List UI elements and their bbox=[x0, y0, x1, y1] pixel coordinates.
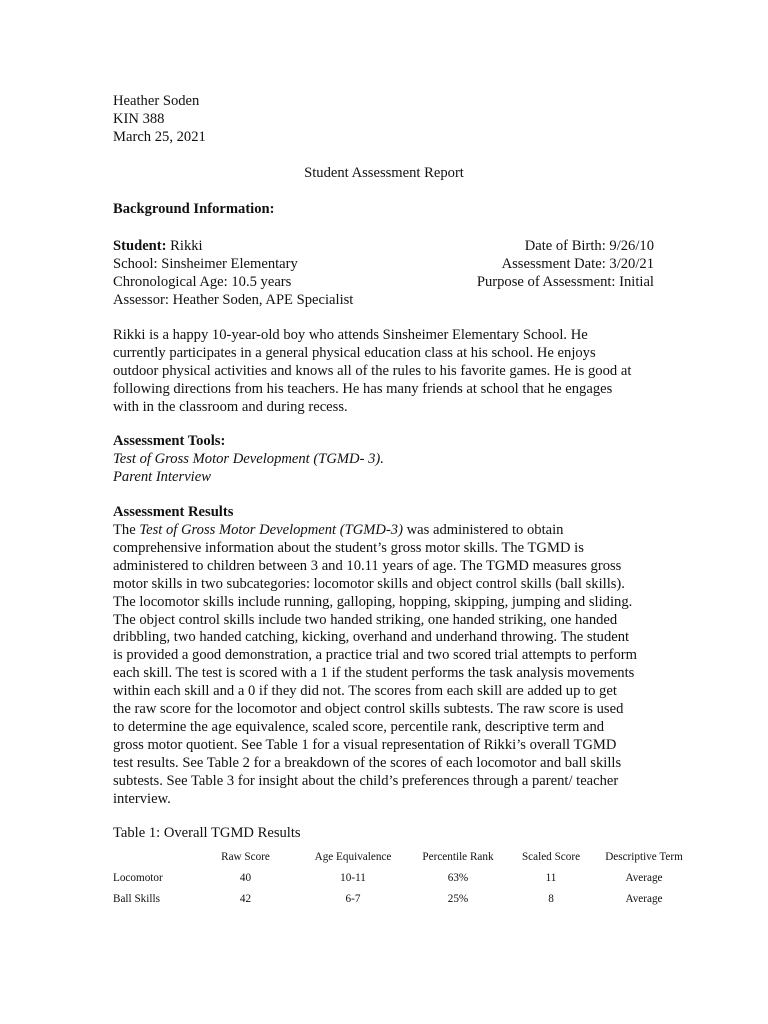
results-table bbox=[107, 846, 694, 909]
author-name: Heather Soden bbox=[113, 93, 200, 109]
paragraph-line: comprehensive information about the student’s gross motor skills. The TGMD is bbox=[113, 539, 584, 556]
background-heading: Background Information: bbox=[113, 201, 275, 217]
table-cell: 42 bbox=[239, 892, 252, 905]
table-cell: 25% bbox=[447, 892, 469, 905]
table-header-row bbox=[107, 846, 694, 867]
column-header: Raw Score bbox=[221, 850, 270, 863]
table-cell: 10-11 bbox=[340, 871, 366, 884]
paragraph-line: currently participates in a general physical education class at his school. He enjoys bbox=[113, 344, 596, 361]
table-cell: 40 bbox=[239, 871, 252, 884]
age-row bbox=[113, 273, 654, 291]
date-of-birth: Date of Birth: 9/26/10 bbox=[524, 238, 654, 254]
tools-heading: Assessment Tools: bbox=[113, 433, 226, 449]
assessment-purpose: Purpose of Assessment: Initial bbox=[476, 274, 654, 290]
table-cell: 11 bbox=[545, 871, 557, 884]
column-header: Age Equivalence bbox=[314, 850, 392, 863]
paragraph-line: The object control skills include two handed striking, one handed striking, one handed bbox=[113, 611, 618, 628]
tools-item: Test of Gross Motor Development (TGMD- 3). bbox=[113, 451, 384, 467]
test-name: Test of Gross Motor Development (TGMD-3) bbox=[139, 522, 403, 538]
student-field bbox=[113, 237, 203, 255]
student-name: Rikki bbox=[166, 238, 203, 254]
table-caption: Table 1: Overall TGMD Results bbox=[113, 825, 301, 841]
paragraph-line: to determine the age equivalence, scaled score, percentile rank, descriptive term and bbox=[113, 718, 605, 735]
results-paragraph bbox=[113, 522, 658, 809]
paragraph-line: each skill. The test is scored with a 1 if the student performs the task analysis movements bbox=[113, 665, 635, 682]
paragraph-line: Rikki is a happy 10-year-old boy who attends Sinsheimer Elementary School. He bbox=[113, 327, 588, 343]
student-row bbox=[113, 237, 654, 255]
school-field: School: Sinsheimer Elementary bbox=[113, 256, 298, 272]
paragraph-line: interview. bbox=[113, 790, 171, 807]
paragraph-line: administered to children between 3 and 10.11 years of age. The TGMD measures gross bbox=[113, 557, 622, 574]
line-prefix: The bbox=[113, 522, 140, 538]
paragraph-line: The locomotor skills include running, galloping, hopping, skipping, jumping and sliding. bbox=[113, 593, 633, 610]
intro-paragraph bbox=[113, 327, 658, 417]
paragraph-line: within each skill and a 0 if they did not. The scores from each skill are added up to get bbox=[113, 683, 617, 700]
column-header bbox=[107, 846, 193, 867]
table-row bbox=[107, 867, 694, 888]
paragraph-line: test results. See Table 2 for a breakdown of the scores of each locomotor and ball skills bbox=[113, 754, 622, 771]
table-cell: Locomotor bbox=[113, 871, 163, 884]
report-title: Student Assessment Report bbox=[304, 165, 464, 181]
paragraph-line: following directions from his teachers. He has many friends at school that he engages bbox=[113, 380, 613, 397]
table-cell: Ball Skills bbox=[113, 892, 160, 905]
table-cell: Average bbox=[625, 892, 663, 905]
paragraph-line: with in the classroom and during recess. bbox=[113, 398, 348, 415]
paragraph-line: gross motor quotient. See Table 1 for a visual representation of Rikki’s overall TGMD bbox=[113, 736, 617, 753]
paragraph-line: the raw score for the locomotor and object control skills subtests. The raw score is used bbox=[113, 701, 624, 718]
line-suffix: was administered to obtain bbox=[402, 522, 564, 538]
column-header: Percentile Rank bbox=[422, 850, 494, 863]
tools-item: Parent Interview bbox=[113, 469, 211, 485]
table-cell: 6-7 bbox=[345, 892, 361, 905]
table-cell: 8 bbox=[548, 892, 554, 905]
results-heading: Assessment Results bbox=[113, 504, 234, 520]
table-row bbox=[107, 888, 694, 909]
student-label: Student: bbox=[113, 238, 167, 254]
report-date: March 25, 2021 bbox=[113, 128, 206, 145]
paragraph-line bbox=[113, 522, 658, 540]
column-header: Scaled Score bbox=[521, 850, 581, 863]
assessor-field: Assessor: Heather Soden, APE Specialist bbox=[113, 292, 354, 308]
assessment-date: Assessment Date: 3/20/21 bbox=[501, 256, 654, 272]
assessor-row bbox=[113, 291, 654, 309]
course-code: KIN 388 bbox=[113, 110, 165, 127]
paragraph-line: outdoor physical activities and knows all of the rules to his favorite games. He is good at bbox=[113, 362, 632, 379]
school-row bbox=[113, 255, 654, 273]
paragraph-line: subtests. See Table 3 for insight about the child’s preferences through a parent/ teacher bbox=[113, 772, 619, 789]
column-header: Descriptive Term bbox=[605, 850, 683, 863]
header-block bbox=[113, 93, 206, 146]
table-cell: 63% bbox=[447, 871, 469, 884]
paragraph-line: motor skills in two subcategories: locomotor skills and object control skills (ball skills). bbox=[113, 575, 625, 592]
chronological-age: Chronological Age: 10.5 years bbox=[113, 274, 292, 290]
table-cell: Average bbox=[625, 871, 663, 884]
paragraph-line: is provided a good demonstration, a practice trial and two scored trial attempts to perform bbox=[113, 647, 637, 664]
paragraph-line: dribbling, two handed catching, kicking, overhand and underhand throwing. The student bbox=[113, 629, 630, 646]
